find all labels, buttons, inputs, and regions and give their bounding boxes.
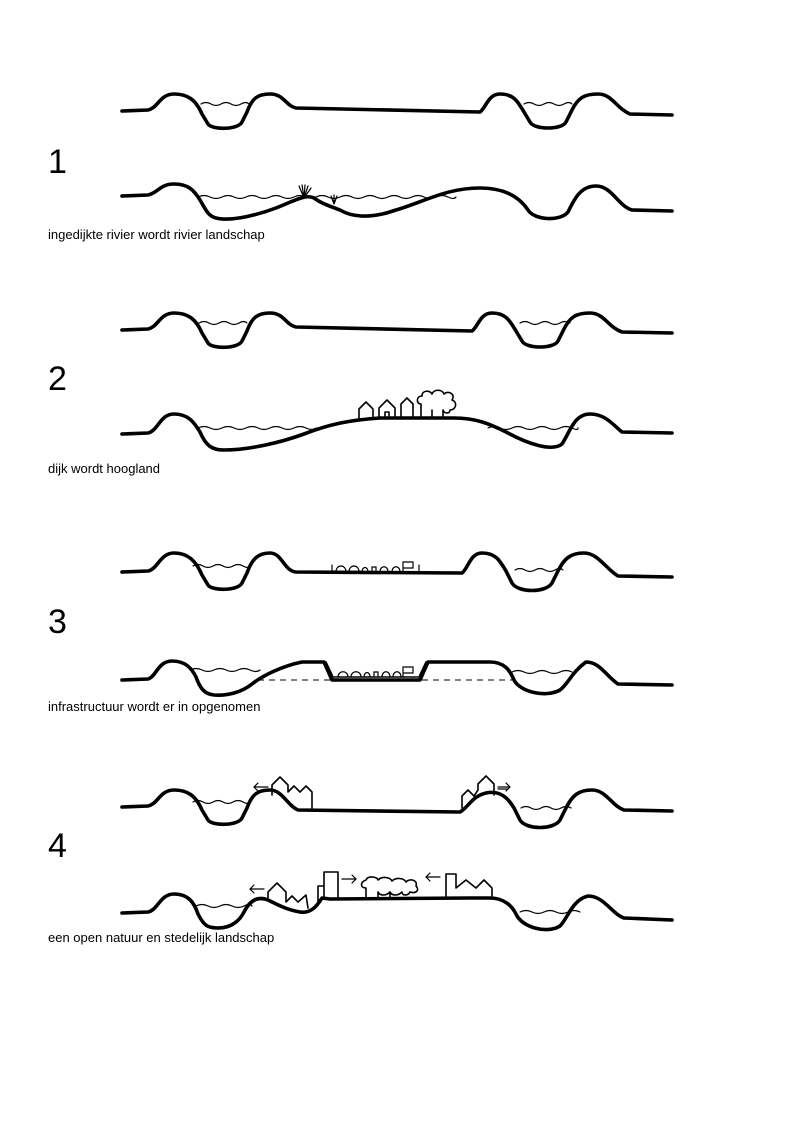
water-surface [199,322,247,325]
dike-profile [122,313,672,347]
step-3-after-section [122,661,672,695]
water-surface [196,905,252,908]
house-icon [401,398,413,418]
step-number: 4 [48,827,67,865]
dike-profile [122,553,672,591]
water-surface [193,801,251,804]
step-caption: een open natuur en stedelijk landschap [48,930,275,945]
water-surface [515,569,563,572]
step-number: 3 [48,603,67,641]
house-icon [359,402,373,418]
step-3-before-section [122,553,672,591]
water-surface [512,671,572,674]
step-2-after-section [122,390,672,450]
arrow-left-icon [426,873,440,881]
step-4-before-section [122,776,672,828]
urban-nature-profile [122,894,672,930]
highland-profile [122,414,672,450]
tree-cluster-icon [417,390,455,418]
water-surface [520,322,570,325]
water-surface [198,196,304,199]
step-2-before-section [122,313,672,347]
step-1-after-section [122,184,672,219]
step-caption: dijk wordt hoogland [48,461,161,476]
water-surface [198,427,316,430]
house-icon [379,400,395,418]
step-number: 1 [48,143,67,181]
step-1-before-section [122,94,672,128]
water-surface [193,565,251,568]
water-surface [201,103,249,106]
step-number: 2 [48,360,67,398]
step-caption: ingedijkte rivier wordt rivier landschap [48,227,265,242]
dike-profile [122,94,672,128]
reed-icon [331,195,337,204]
step-caption: infrastructuur wordt er in opgenomen [48,699,261,714]
infrastructure-icon [338,667,413,677]
city-buildings-icon [446,874,492,898]
tree-cluster-icon [362,877,418,898]
step-4-after-section [122,872,672,930]
sunken-infrastructure-profile [122,661,672,695]
water-surface [524,103,572,106]
arrow-right-icon [342,875,356,883]
arrow-left-icon [250,885,264,893]
arrow-right-icon [498,783,510,791]
dike-profile [122,790,672,828]
infrastructure-tunnel-outline [326,662,426,677]
river-landscape-profile [122,184,672,219]
water-surface [190,669,260,672]
